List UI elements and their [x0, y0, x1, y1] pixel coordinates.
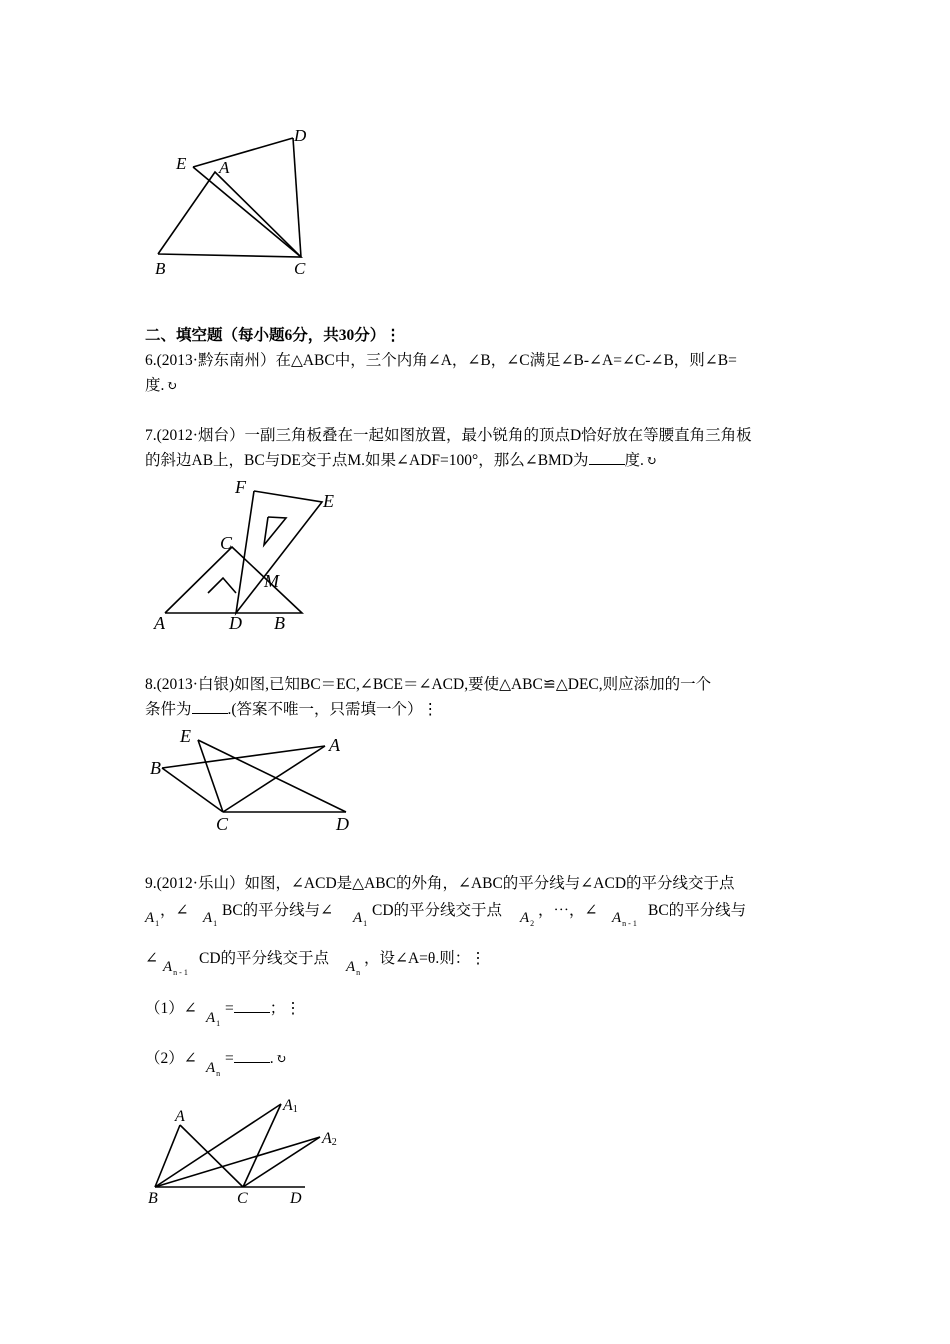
fig7-inner-triangle-small [208, 578, 236, 593]
fig8-line-ac [223, 746, 325, 812]
fig9-label-a2 [321, 1130, 337, 1148]
q7-line2b: 度. [624, 452, 644, 469]
fig5-label-d: D [294, 126, 307, 145]
q9-symbol-a1b-base: A [203, 910, 213, 926]
q9-part1-end: ；⋮ [269, 1000, 301, 1017]
figure-q8 [150, 725, 370, 835]
q9-part1-eq: = [225, 1000, 234, 1017]
fig8-line-bc [162, 768, 223, 812]
fig8-label-b: B [150, 758, 161, 778]
fig7-label-b: B [274, 613, 285, 633]
fig8-label-e: E [180, 726, 191, 746]
fig9-line-ba2 [155, 1137, 320, 1187]
fig5-line-dc [293, 138, 301, 257]
q9-line3-p1: ∠ [145, 950, 158, 967]
fig9-line-ba [155, 1125, 180, 1187]
q9-symbol-a1b [203, 910, 217, 928]
fig8-line-ed [198, 740, 346, 812]
fig8-label-d: D [336, 814, 349, 834]
q9-symbol-an-sub: n [356, 968, 361, 977]
q8-line1: 8.(2013·白银)如图,已知BC＝EC,∠BCE＝∠ACD,要使△ABC≌△DEC,则应添加的一个 [145, 676, 712, 693]
fig9-label-b: B [148, 1190, 158, 1207]
section-title: 二、填空题（每小题6分，共30分）⋮ [145, 327, 401, 344]
fig5-line-ec [193, 167, 301, 257]
fig7-label-f: F [235, 477, 246, 497]
q9-symbol-an1b-sub: n - 1 [173, 968, 188, 977]
fig7-label-d: D [229, 613, 242, 633]
q9-line1: 9.(2012·乐山）如图，∠ACD是△ABC的外角，∠ABC的平分线与∠ACD的平分线交于点 [145, 875, 735, 892]
fig8-label-c: C [216, 814, 229, 834]
q6-line2 [145, 373, 177, 399]
q9-part2-symbol-base: A [206, 1060, 216, 1076]
fig7-label-e: E [323, 491, 334, 511]
q6-line2-text: 度. [145, 377, 165, 394]
q8-line2 [145, 697, 438, 723]
fig9-label-a2-base: A [322, 1130, 332, 1147]
fig5-line-ed [193, 138, 293, 167]
q9-part2-eq: = [225, 1050, 234, 1067]
fig9-label-a1-base: A [283, 1097, 293, 1114]
q9-symbol-a1b-sub: 1 [213, 919, 218, 928]
q9-symbol-a2 [520, 910, 534, 928]
q9-line3-p2: CD的平分线交于点 [199, 950, 330, 967]
q9-line2-p3: CD的平分线交于点 [372, 902, 503, 919]
q9-symbol-a1 [145, 910, 159, 928]
q9-line2-p5: BC的平分线与 [648, 902, 747, 919]
edit-mark-icon: ↻ [166, 378, 178, 393]
fig9-label-c: C [237, 1190, 248, 1207]
q9-line2-p1: ，∠ [160, 902, 189, 919]
q9-part1-symbol-sub: 1 [216, 1019, 221, 1028]
figure-q9 [145, 1093, 365, 1213]
fig9-label-a2-sub: 2 [331, 1137, 337, 1148]
q9-symbol-an1-sub: n - 1 [622, 919, 637, 928]
edit-mark-icon: ↻ [645, 453, 657, 468]
q9-symbol-an [346, 959, 360, 977]
q9-symbol-an1 [612, 910, 637, 928]
q9-part1-label: （1）∠ [145, 1000, 197, 1017]
fig5-label-b: B [155, 259, 166, 278]
q9-symbol-a1-sub: 1 [155, 919, 160, 928]
figure-q7 [150, 477, 350, 637]
q9-part1-answer [225, 996, 301, 1022]
fig8-label-a: A [329, 735, 340, 755]
q6-line1: 6.(2013·黔东南州）在△ABC中，三个内角∠A，∠B，∠C满足∠B-∠A=∠C-∠B，则∠B= [145, 352, 737, 369]
q8-line2a: 条件为 [145, 701, 192, 718]
q9-line2-p2: BC的平分线与∠ [222, 902, 334, 919]
q8-answer-blank[interactable] [192, 697, 228, 714]
q9-part1-symbol [206, 1010, 220, 1028]
fig5-label-e: E [176, 154, 187, 173]
q7-line2a: 的斜边AB上，BC与DE交于点M.如果∠ADF=100°，那么∠BMD为 [145, 452, 589, 469]
q9-symbol-a2-sub: 2 [530, 919, 535, 928]
fig8-line-ba [162, 746, 325, 768]
q9-symbol-an1-base: A [612, 910, 622, 926]
q7-line1: 7.(2012·烟台）一副三角板叠在一起如图放置，最小锐角的顶点D恰好放在等腰直角三角板 [145, 427, 752, 444]
q7-line2 [145, 448, 657, 474]
q9-line3-p3: ，设∠A=θ.则：⋮ [364, 950, 486, 967]
edit-mark-icon: ↻ [275, 1051, 287, 1066]
fig7-label-c: C [220, 533, 233, 553]
fig7-triangle-acb [165, 547, 302, 613]
q9-part2-answer [225, 1046, 287, 1072]
fig7-label-m: M [264, 571, 279, 591]
q9-part2-symbol [206, 1060, 220, 1078]
q9-symbol-an1b [163, 959, 188, 977]
q9-symbol-a1-base: A [145, 910, 155, 926]
q9-symbol-a1c-sub: 1 [363, 919, 368, 928]
q9-part2-end: . [269, 1050, 274, 1067]
fig7-inner-triangle-fed [264, 517, 286, 545]
q9-symbol-a2-base: A [520, 910, 530, 926]
fig7-label-a: A [154, 613, 165, 633]
fig7-triangle-fed [236, 491, 322, 613]
q9-part1-answer-blank[interactable] [234, 996, 270, 1013]
q9-part2-symbol-sub: n [216, 1069, 221, 1078]
fig5-label-a: A [219, 158, 230, 177]
fig5-triangle-abc [158, 172, 301, 257]
fig9-label-a1 [282, 1097, 298, 1115]
q9-symbol-an-base: A [346, 959, 356, 975]
q7-answer-blank[interactable] [589, 448, 625, 465]
fig9-label-a1-sub: 1 [292, 1104, 298, 1115]
fig9-label-a: A [175, 1108, 185, 1125]
q9-symbol-an1b-base: A [163, 959, 173, 975]
q9-symbol-a1c-base: A [353, 910, 363, 926]
q9-part2-label: （2）∠ [145, 1050, 197, 1067]
q9-symbol-a1c [353, 910, 367, 928]
figure-q5 [150, 125, 350, 285]
fig9-label-d: D [290, 1190, 302, 1207]
q8-line2b: .(答案不唯一，只需填一个）⋮ [227, 701, 439, 718]
q9-part2-answer-blank[interactable] [234, 1046, 270, 1063]
q9-line2-p4: ，⋯，∠ [538, 902, 598, 919]
fig5-label-c: C [294, 259, 306, 278]
q9-part1-symbol-base: A [206, 1010, 216, 1026]
